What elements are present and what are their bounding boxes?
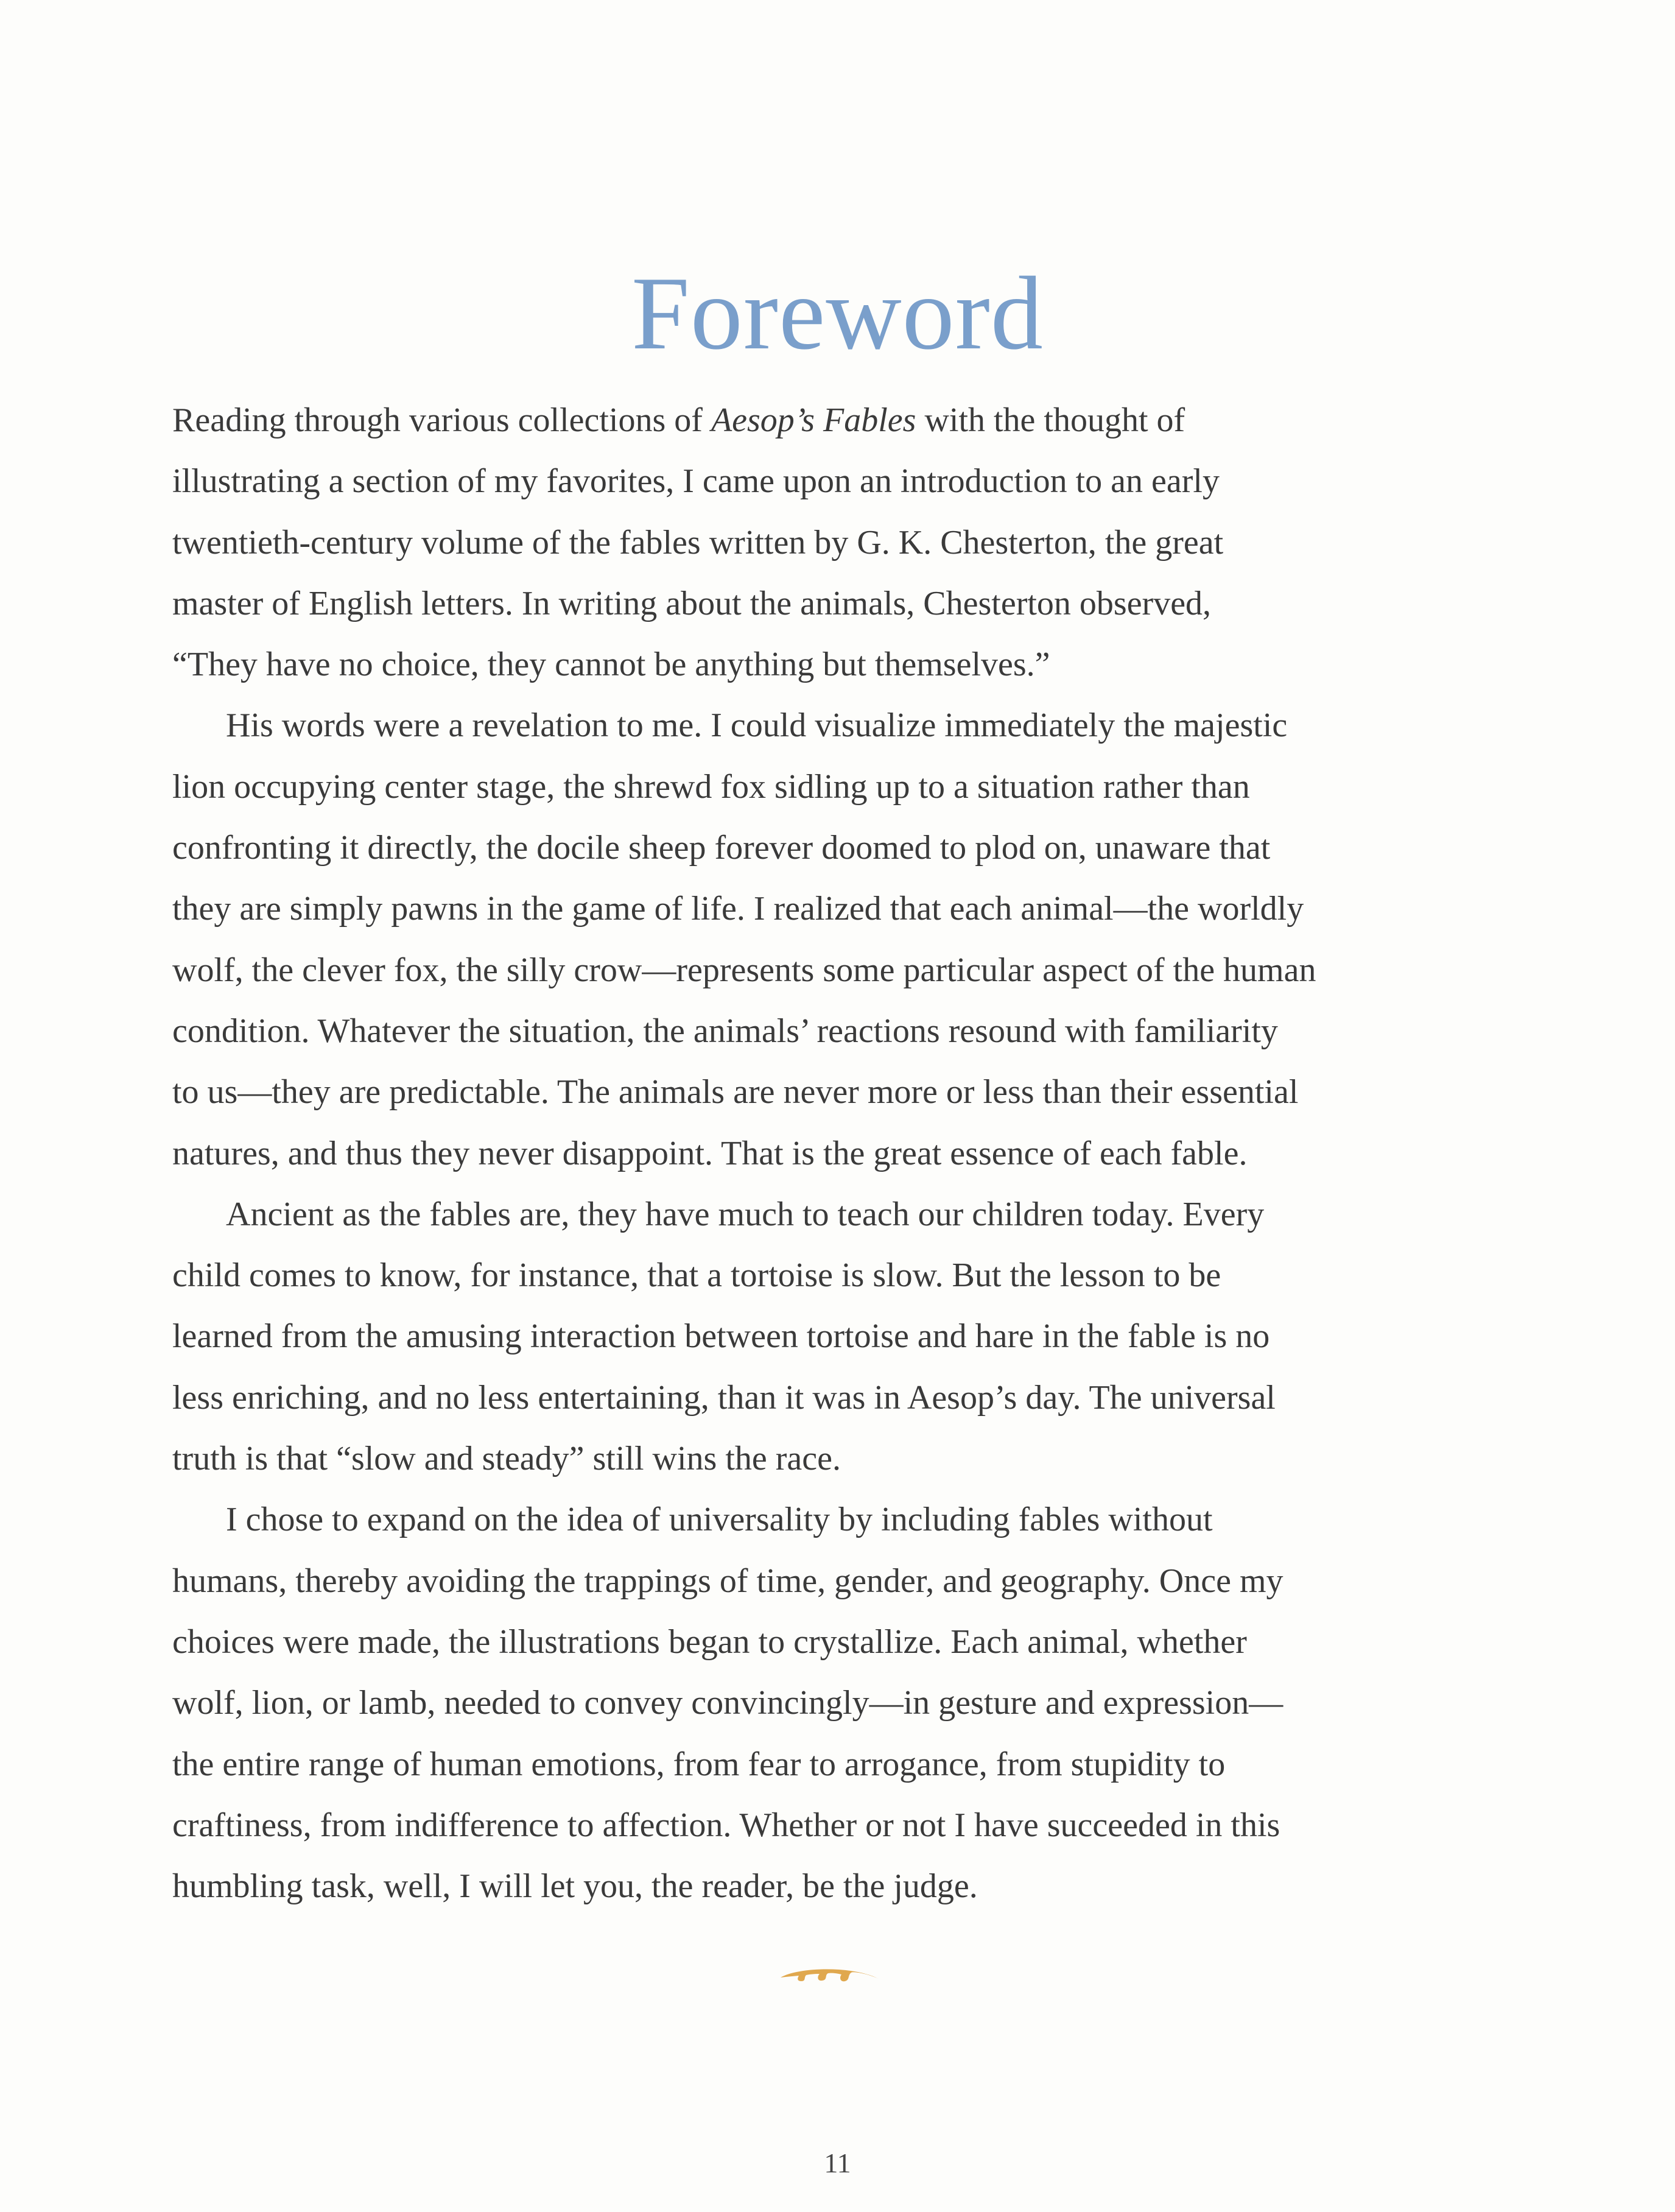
text-line: I chose to expand on the idea of universality by including fables without xyxy=(226,1501,1213,1539)
text-line: wolf, lion, or lamb, needed to convey convincingly—in gesture and expression— xyxy=(172,1684,1283,1722)
text-line: natures, and thus they never disappoint. That is the great essence of each fable. xyxy=(172,1134,1248,1172)
text-line: humbling task, well, I will let you, the reader, be the judge. xyxy=(172,1867,978,1906)
text-line: Ancient as the fables are, they have much to teach our children today. Every xyxy=(226,1195,1265,1233)
text-line: twentieth-century volume of the fables written by G. K. Chesterton, the great xyxy=(172,523,1224,562)
text-line: child comes to know, for instance, that a tortoise is slow. But the lesson to be xyxy=(172,1256,1221,1295)
text-line: the entire range of human emotions, from fear to arrogance, from stupidity to xyxy=(172,1745,1226,1783)
paragraph-3 xyxy=(172,1184,1500,1489)
text-line: wolf, the clever fox, the silly crow—represents some particular aspect of the human xyxy=(172,951,1316,989)
text-line: they are simply pawns in the game of life. I realized that each animal—the worldly xyxy=(172,890,1304,928)
text-line: humans, thereby avoiding the trappings of time, gender, and geography. Once my xyxy=(172,1562,1283,1600)
paragraph-2 xyxy=(172,695,1500,1183)
text-line: learned from the amusing interaction between tortoise and hare in the fable is no xyxy=(172,1317,1270,1356)
foreword-body xyxy=(172,390,1500,1917)
text-line: to us—they are predictable. The animals are never more or less than their essential xyxy=(172,1073,1299,1111)
text-line: condition. Whatever the situation, the animals’ reactions resound with familiarity xyxy=(172,1012,1278,1050)
text-line: less enriching, and no less entertaining, than it was in Aesop’s day. The universal xyxy=(172,1378,1276,1417)
text-line: choices were made, the illustrations began to crystallize. Each animal, whether xyxy=(172,1622,1247,1661)
text-line: confronting it directly, the docile sheep forever doomed to plod on, unaware that xyxy=(172,829,1271,867)
text-line: illustrating a section of my favorites, I came upon an introduction to an early xyxy=(172,462,1220,501)
text-line: “They have no choice, they cannot be anything but themselves.” xyxy=(172,646,1050,684)
text-line: craftiness, from indifference to affection. Whether or not I have succeeded in this xyxy=(172,1806,1280,1844)
page-number: 11 xyxy=(824,2147,851,2179)
page-title: Foreword xyxy=(631,256,1044,372)
paragraph-1 xyxy=(172,390,1500,695)
paragraph-4 xyxy=(172,1489,1500,1917)
text-line: Reading through various collections of Aesop’s Fables with the thought of xyxy=(172,401,1185,439)
text-line: His words were a revelation to me. I could visualize immediately the majestic xyxy=(226,706,1288,745)
book-title: Aesop’s Fables xyxy=(711,401,916,439)
text-line: truth is that “slow and steady” still wins the race. xyxy=(172,1440,841,1478)
text-line: lion occupying center stage, the shrewd fox sidling up to a situation rather than xyxy=(172,767,1250,806)
text-line: master of English letters. In writing about the animals, Chesterton observed, xyxy=(172,584,1212,622)
gold-flourish-icon xyxy=(779,1964,880,1988)
